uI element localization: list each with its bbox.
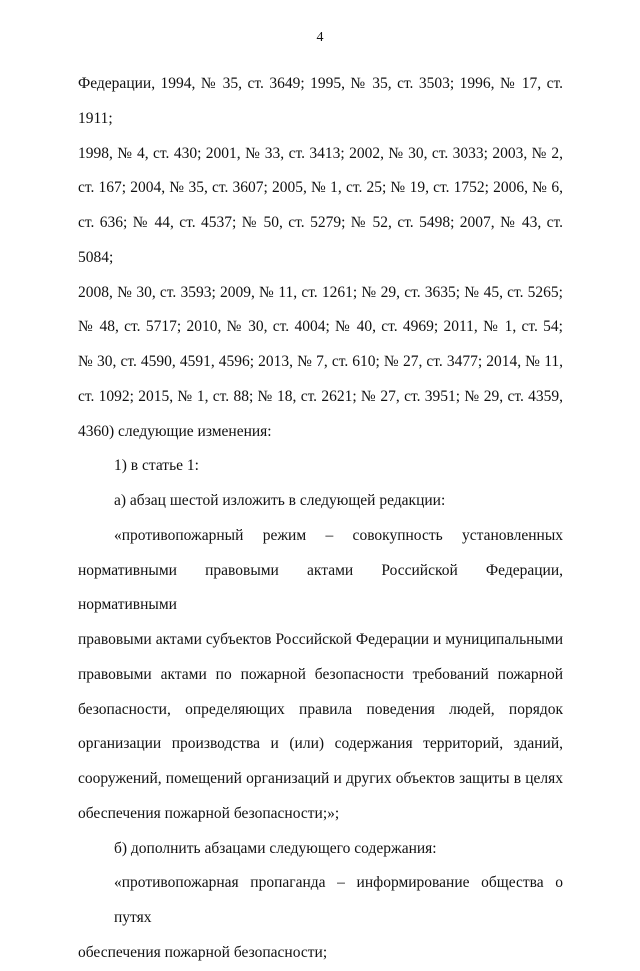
text-line: 1) в статье 1:: [114, 457, 199, 475]
text-line: «противопожарный режим – совокупность установленных: [114, 526, 563, 544]
text-line: нормативными правовыми актами Российской Федерации, нормативными: [78, 561, 563, 614]
text-line: «противопожарная пропаганда – информирование общества о путях: [114, 874, 563, 926]
paragraph-item-a: [78, 484, 563, 519]
text-line: № 30, ст. 4590, 4591, 4596; 2013, № 7, ст. 610; № 27, ст. 3477; 2014, № 11,: [78, 353, 563, 370]
text-line: обеспечения пожарной безопасности;: [78, 943, 328, 961]
document-body: [78, 67, 563, 971]
text-line: 2008, № 30, ст. 3593; 2009, № 11, ст. 1261; № 29, ст. 3635; № 45, ст. 5265;: [78, 283, 563, 301]
text-line: безопасности, определяющих правила поведения людей, порядок: [78, 700, 563, 718]
text-line: сооружений, помещений организаций и других объектов защиты в целях: [78, 770, 563, 787]
text-line: 1998, № 4, ст. 430; 2001, № 33, ст. 3413; 2002, № 30, ст. 3033; 2003, № 2,: [78, 144, 563, 162]
quoted-definition-fire-regime: [78, 519, 563, 832]
text-line: ст. 636; № 44, ст. 4537; № 50, ст. 5279; № 52, ст. 5498; 2007, № 43, ст. 5084;: [78, 214, 563, 266]
text-line: 4360) следующие изменения:: [78, 422, 272, 440]
text-line: № 48, ст. 5717; 2010, № 30, ст. 4004; № 40, ст. 4969; 2011, № 1, ст. 54;: [78, 318, 563, 336]
text-line: а) абзац шестой изложить в следующей редакции:: [114, 492, 446, 509]
page-number: 4: [316, 30, 324, 45]
text-line: правовыми актами субъектов Российской Федерации и муниципальными: [78, 631, 563, 648]
text-line: Федерации, 1994, № 35, ст. 3649; 1995, № 35, ст. 3503; 1996, № 17, ст. 1911;: [78, 75, 563, 127]
paragraph-item-b: [78, 832, 563, 867]
text-line: обеспечения пожарной безопасности;»;: [78, 804, 340, 822]
text-line: ст. 1092; 2015, № 1, ст. 88; № 18, ст. 2621; № 27, ст. 3951; № 29, ст. 4359,: [78, 387, 563, 405]
text-line: правовыми актами по пожарной безопасности требований пожарной: [78, 665, 563, 683]
text-line: организации производства и (или) содержания территорий, зданий,: [78, 735, 563, 753]
text-line: б) дополнить абзацами следующего содержания:: [114, 839, 437, 857]
text-line: ст. 167; 2004, № 35, ст. 3607; 2005, № 1, ст. 25; № 19, ст. 1752; 2006, № 6,: [78, 179, 563, 197]
paragraph-amendment-sources: [78, 67, 563, 449]
paragraph-item-1: [78, 449, 563, 484]
quoted-definition-fire-propaganda: [78, 866, 563, 970]
